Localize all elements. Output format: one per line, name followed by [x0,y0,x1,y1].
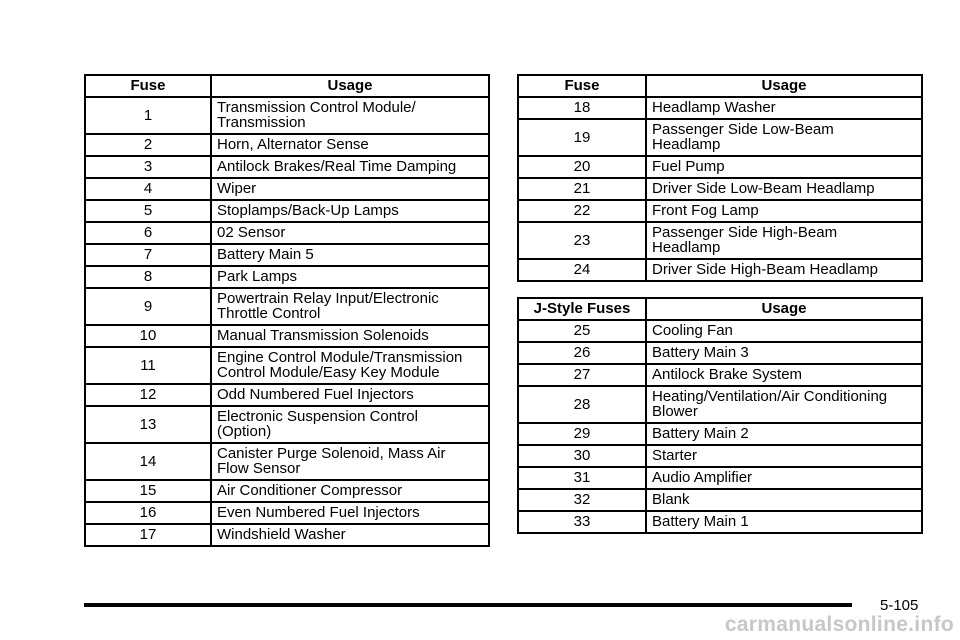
table-row [518,119,922,156]
fuse-number: 12 [85,384,211,406]
fuse-usage [211,524,489,546]
page-number: 5-105 [880,597,919,614]
usage-line: Flow Sensor [217,460,301,477]
table-row [518,97,922,119]
jstyle-fuse-column-header: J-Style Fuses [518,298,646,320]
fuse-number: 15 [85,480,211,502]
fuse-usage [211,325,489,347]
table-row [85,325,489,347]
fuse-table-right [517,74,923,282]
fuse-number: 32 [518,489,646,511]
fuse-usage [646,489,922,511]
table-row [518,423,922,445]
table-row [85,288,489,325]
usage-line: Windshield Washer [217,526,346,543]
usage-line: Wiper [217,180,257,197]
fuse-number: 18 [518,97,646,119]
usage-line: Driver Side High-Beam Headlamp [652,261,878,278]
table-row [85,502,489,524]
fuse-number: 4 [85,178,211,200]
fuse-usage [211,443,489,480]
table-row [85,134,489,156]
table-row [518,178,922,200]
usage-line: Headlamp Washer [652,99,776,116]
usage-line: Even Numbered Fuel Injectors [217,504,420,521]
fuse-number: 23 [518,222,646,259]
usage-line: Battery Main 5 [217,246,314,263]
fuse-number: 5 [85,200,211,222]
fuse-usage [646,467,922,489]
fuse-usage [211,266,489,288]
fuse-number: 14 [85,443,211,480]
table-row [85,156,489,178]
fuse-usage [646,222,922,259]
fuse-usage [646,156,922,178]
fuse-usage [646,364,922,386]
usage-line: Electronic Suspension Control [217,408,418,425]
usage-line: Stoplamps/Back-Up Lamps [217,202,399,219]
fuse-number: 16 [85,502,211,524]
table-row [85,384,489,406]
fuse-number: 33 [518,511,646,533]
usage-line: Blank [652,491,690,508]
footer-rule [84,603,852,607]
fuse-usage [211,288,489,325]
table-row [85,266,489,288]
fuse-usage [211,156,489,178]
fuse-usage [211,406,489,443]
usage-line: Cooling Fan [652,322,733,339]
fuse-usage [646,200,922,222]
fuse-usage [646,445,922,467]
usage-line: Starter [652,447,698,464]
table-row [518,200,922,222]
usage-line: Blower [652,403,698,420]
fuse-usage [211,134,489,156]
table-row [85,178,489,200]
fuse-number: 21 [518,178,646,200]
table-row [85,244,489,266]
fuse-column-header: Fuse [85,75,211,97]
fuse-number: 1 [85,97,211,134]
table-row [518,259,922,281]
fuse-number: 11 [85,347,211,384]
fuse-number: 31 [518,467,646,489]
fuse-number: 7 [85,244,211,266]
fuse-usage [646,386,922,423]
usage-line: Air Conditioner Compressor [217,482,403,499]
fuse-number: 17 [85,524,211,546]
fuse-number: 19 [518,119,646,156]
table-row [85,480,489,502]
fuse-number: 6 [85,222,211,244]
fuse-usage [646,511,922,533]
usage-column-header: Usage [211,75,489,97]
table-row [85,222,489,244]
usage-line: Passenger Side Low-Beam [652,121,834,138]
fuse-number: 10 [85,325,211,347]
table-row [518,364,922,386]
usage-line: Park Lamps [217,268,298,285]
usage-line: Control Module/Easy Key Module [217,364,440,381]
fuse-number: 2 [85,134,211,156]
usage-line: Odd Numbered Fuel Injectors [217,386,414,403]
fuse-number: 8 [85,266,211,288]
usage-line: Battery Main 1 [652,513,749,530]
fuse-usage [211,97,489,134]
table-row [518,511,922,533]
fuse-number: 28 [518,386,646,423]
table-row [85,443,489,480]
fuse-number: 30 [518,445,646,467]
table-row [85,406,489,443]
usage-line: Battery Main 3 [652,344,749,361]
fuse-usage [646,259,922,281]
fuse-number: 3 [85,156,211,178]
usage-line: Powertrain Relay Input/Electronic [217,290,439,307]
usage-line: Antilock Brake System [652,366,803,383]
fuse-table-left [84,74,490,547]
usage-column-header: Usage [646,298,922,320]
fuse-usage [646,97,922,119]
fuse-number: 9 [85,288,211,325]
table-row [518,445,922,467]
usage-line: (Option) [217,423,272,440]
fuse-number: 25 [518,320,646,342]
usage-line: Battery Main 2 [652,425,749,442]
usage-line: Heating/Ventilation/Air Conditioning [652,388,888,405]
usage-column-header: Usage [646,75,922,97]
fuse-usage [211,244,489,266]
table-header-row [85,75,489,97]
usage-line: Horn, Alternator Sense [217,136,369,153]
fuse-number: 22 [518,200,646,222]
fuse-number: 13 [85,406,211,443]
usage-line: 02 Sensor [217,224,286,241]
table-row [518,342,922,364]
fuse-number: 27 [518,364,646,386]
usage-line: Canister Purge Solenoid, Mass Air [217,445,446,462]
jstyle-fuse-table [517,297,923,534]
table-row [85,97,489,134]
fuse-usage [211,480,489,502]
table-row [518,320,922,342]
watermark: carmanualsonline.info [724,613,954,636]
usage-line: Transmission Control Module/ [217,99,416,116]
fuse-usage [211,222,489,244]
fuse-usage [646,178,922,200]
fuse-number: 26 [518,342,646,364]
fuse-usage [211,347,489,384]
fuse-column-header: Fuse [518,75,646,97]
fuse-usage [211,502,489,524]
usage-line: Front Fog Lamp [652,202,759,219]
table-row [518,467,922,489]
usage-line: Throttle Control [217,305,321,322]
table-row [85,200,489,222]
table-header-row [518,298,922,320]
table-row [85,347,489,384]
fuse-usage [211,178,489,200]
usage-line: Antilock Brakes/Real Time Damping [217,158,457,175]
fuse-usage [211,200,489,222]
usage-line: Transmission [217,114,306,131]
usage-line: Audio Amplifier [652,469,753,486]
fuse-usage [646,342,922,364]
usage-line: Headlamp [652,136,721,153]
table-row [518,156,922,178]
table-row [518,386,922,423]
usage-line: Manual Transmission Solenoids [217,327,429,344]
table-row [518,222,922,259]
usage-line: Passenger Side High-Beam [652,224,838,241]
table-row [518,489,922,511]
usage-line: Fuel Pump [652,158,725,175]
usage-line: Headlamp [652,239,721,256]
fuse-number: 24 [518,259,646,281]
fuse-usage [211,384,489,406]
fuse-number: 20 [518,156,646,178]
usage-line: Engine Control Module/Transmission [217,349,463,366]
table-header-row [518,75,922,97]
table-row [85,524,489,546]
fuse-usage [646,320,922,342]
usage-line: Driver Side Low-Beam Headlamp [652,180,875,197]
fuse-usage [646,119,922,156]
fuse-usage [646,423,922,445]
fuse-number: 29 [518,423,646,445]
